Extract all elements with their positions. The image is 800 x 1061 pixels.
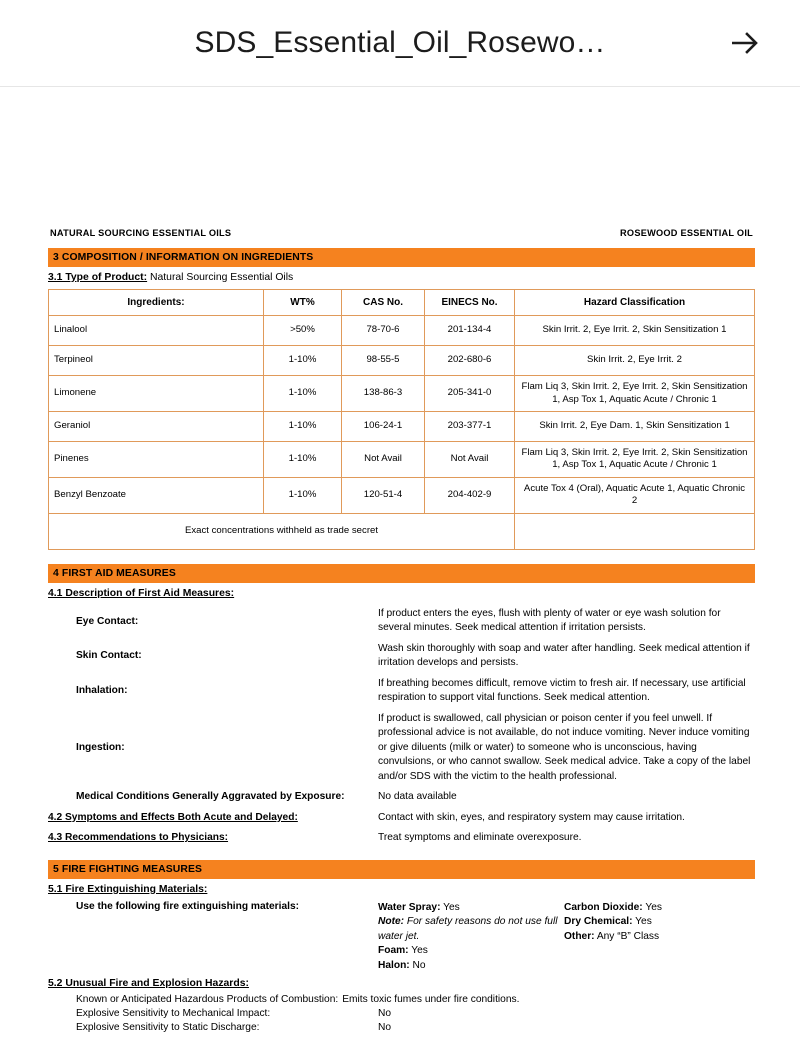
cell-hazard: Skin Irrit. 2, Eye Irrit. 2, Skin Sensitization 1 [515, 316, 755, 346]
fire-extinguishing-row [48, 901, 755, 973]
table-row [49, 441, 755, 477]
cell-cas: 78-70-6 [342, 316, 425, 346]
running-head-right: ROSEWOOD ESSENTIAL OIL [620, 228, 753, 238]
dry-chemical-value: Yes [635, 916, 652, 928]
cell-hazard: Skin Irrit. 2, Eye Irrit. 2 [515, 346, 755, 376]
fire-extinguishing-use-label: Use the following fire extinguishing materials: [76, 900, 300, 912]
table-header-row [49, 290, 755, 316]
cell-cas: 98-55-5 [342, 346, 425, 376]
section-41-text: 4.1 Description of First Aid Measures: [48, 587, 235, 599]
water-spray-value: Yes [443, 901, 460, 913]
section-43-value: Treat symptoms and eliminate overexposure. [378, 832, 582, 844]
cell-einecs: 201-134-4 [425, 316, 515, 346]
combustion-products-row [48, 994, 755, 1005]
cell-wt: 1-10% [264, 376, 342, 412]
section-52-text: 5.2 Unusual Fire and Explosion Hazards: [48, 978, 249, 990]
foam-label: Foam: [378, 945, 409, 957]
cell-ingredient: Limonene [49, 376, 264, 412]
first-aid-value: If product enters the eyes, flush with plenty of water or eye wash solution for several minutes. Seek medical attention if irritation persists. [378, 607, 721, 634]
type-of-product-label: 3.1 Type of Product: [48, 272, 148, 283]
cell-hazard: Skin Irrit. 2, Eye Dam. 1, Skin Sensitization 1 [515, 411, 755, 441]
running-head-left: NATURAL SOURCING ESSENTIAL OILS [50, 228, 232, 238]
other-extinguisher-line [564, 930, 755, 944]
water-spray-line [378, 901, 564, 915]
cell-ingredient: Terpineol [49, 346, 264, 376]
carbon-dioxide-label: Carbon Dioxide: [564, 901, 643, 913]
trade-secret-empty-cell [515, 513, 755, 549]
section-5-header: 5 FIRE FIGHTING MEASURES [48, 860, 755, 879]
col-header-wt: WT% [264, 290, 342, 316]
section-43-row [48, 831, 755, 845]
cell-hazard: Flam Liq 3, Skin Irrit. 2, Eye Irrit. 2, Skin Sensitization 1, Asp Tox 1, Aquatic Acute / Chronic 1 [515, 376, 755, 412]
mechanical-impact-value: No [378, 1008, 392, 1020]
cell-wt: 1-10% [264, 477, 342, 513]
col-header-cas: CAS No. [342, 290, 425, 316]
foam-line [378, 944, 564, 958]
cell-einecs: 203-377-1 [425, 411, 515, 441]
first-aid-row-eye-contact [48, 607, 755, 636]
section-3-header: 3 COMPOSITION / INFORMATION ON INGREDIENTS [48, 248, 755, 267]
section-42-value: Contact with skin, eyes, and respiratory system may cause irritation. [378, 811, 685, 823]
other-value: Any “B” Class [596, 930, 660, 942]
static-discharge-row [48, 1022, 755, 1033]
cell-wt: >50% [264, 316, 342, 346]
ingredients-table [48, 289, 755, 550]
first-aid-label: Ingestion: [76, 742, 125, 754]
section-41-label [48, 587, 755, 601]
foam-value: Yes [411, 945, 428, 957]
carbon-dioxide-line [564, 901, 755, 915]
combustion-products-label: Known or Anticipated Hazardous Products of Combustion: [76, 994, 339, 1006]
cell-ingredient: Linalool [49, 316, 264, 346]
halon-line [378, 959, 564, 973]
first-aid-value: If breathing becomes difficult, remove victim to fresh air. If necessary, use artificial respiration to support vital functions. Seek medical attention. [378, 677, 746, 704]
cell-cas: Not Avail [342, 441, 425, 477]
col-header-einecs: EINECS No. [425, 290, 515, 316]
first-aid-value: Wash skin thoroughly with soap and water after handling. Seek medical attention if irritation develops and persists. [378, 642, 750, 669]
dry-chemical-label: Dry Chemical: [564, 916, 633, 928]
static-discharge-label: Explosive Sensitivity to Static Discharge: [76, 1022, 260, 1034]
first-aid-row-medical-conditions [48, 790, 755, 804]
type-of-product-line [48, 271, 755, 285]
section-43-label: 4.3 Recommendations to Physicians: [48, 832, 229, 844]
combustion-products-value: Emits toxic fumes under fire conditions. [342, 994, 520, 1006]
first-aid-row-ingestion [48, 712, 755, 784]
section-51-text: 5.1 Fire Extinguishing Materials: [48, 883, 208, 895]
first-aid-value: No data available [378, 791, 457, 803]
cell-wt: 1-10% [264, 346, 342, 376]
first-aid-label: Skin Contact: [76, 650, 142, 662]
dry-chemical-line [564, 915, 755, 929]
cell-einecs: 202-680-6 [425, 346, 515, 376]
document-title: SDS_Essential_Oil_Rosewo… [194, 26, 606, 59]
fire-extinguishing-column-b [564, 901, 755, 973]
water-jet-note-line [378, 915, 564, 944]
mechanical-impact-row [48, 1008, 755, 1019]
cell-ingredient: Geraniol [49, 411, 264, 441]
note-value: For safety reasons do not use full water jet. [378, 916, 558, 942]
section-4-header: 4 FIRST AID MEASURES [48, 564, 755, 583]
static-discharge-value: No [378, 1022, 392, 1034]
cell-cas: 138-86-3 [342, 376, 425, 412]
cell-hazard: Flam Liq 3, Skin Irrit. 2, Eye Irrit. 2, Skin Sensitization 1, Asp Tox 1, Aquatic Acute / Chronic 1 [515, 441, 755, 477]
table-row [49, 376, 755, 412]
section-52-label [48, 977, 755, 991]
halon-value: No [412, 959, 426, 971]
table-row [49, 477, 755, 513]
table-row [49, 411, 755, 441]
halon-label: Halon: [378, 959, 410, 971]
cell-einecs: 204-402-9 [425, 477, 515, 513]
first-aid-label: Eye Contact: [76, 615, 139, 627]
type-of-product-value: Natural Sourcing Essential Oils [150, 272, 294, 283]
col-header-ingredients: Ingredients: [49, 290, 264, 316]
cell-wt: 1-10% [264, 441, 342, 477]
mechanical-impact-label: Explosive Sensitivity to Mechanical Impact: [76, 1008, 271, 1020]
cell-hazard: Acute Tox 4 (Oral), Aquatic Acute 1, Aquatic Chronic 2 [515, 477, 755, 513]
first-aid-row-skin-contact [48, 642, 755, 671]
table-footer-row [49, 513, 755, 549]
cell-cas: 120-51-4 [342, 477, 425, 513]
table-row [49, 346, 755, 376]
col-header-hazard: Hazard Classification [515, 290, 755, 316]
running-head [48, 228, 755, 238]
section-42-label: 4.2 Symptoms and Effects Both Acute and Delayed: [48, 811, 298, 823]
pdf-viewer-header [0, 0, 800, 87]
cell-einecs: 205-341-0 [425, 376, 515, 412]
section-51-label [48, 883, 755, 897]
cell-ingredient: Pinenes [49, 441, 264, 477]
other-label: Other: [564, 930, 595, 942]
section-42-row [48, 811, 755, 825]
cell-cas: 106-24-1 [342, 411, 425, 441]
table-row [49, 316, 755, 346]
cell-wt: 1-10% [264, 411, 342, 441]
trade-secret-note: Exact concentrations withheld as trade secret [49, 513, 515, 549]
arrow-right-icon[interactable] [722, 20, 768, 66]
water-spray-label: Water Spray: [378, 901, 441, 913]
first-aid-label: Inhalation: [76, 685, 128, 697]
fire-extinguishing-column-a [378, 901, 564, 973]
first-aid-row-inhalation [48, 677, 755, 706]
note-label: Note: [378, 916, 405, 928]
cell-ingredient: Benzyl Benzoate [49, 477, 264, 513]
fire-extinguishing-columns [378, 901, 755, 973]
first-aid-label: Medical Conditions Generally Aggravated by Exposure: [76, 791, 345, 803]
carbon-dioxide-value: Yes [645, 901, 662, 913]
sds-document-page [0, 88, 800, 1033]
cell-einecs: Not Avail [425, 441, 515, 477]
first-aid-value: If product is swallowed, call physician or poison center if you feel unwell. If professional advice is not available, do not induce vomiting. Never induce vomiting or give diluents (milk or water) to someone who is unconscious, having convulsions, or who cannot swallow. Seek medical advice. Take a copy of the label and/or SDS with the victim to the health professional. [378, 712, 751, 782]
